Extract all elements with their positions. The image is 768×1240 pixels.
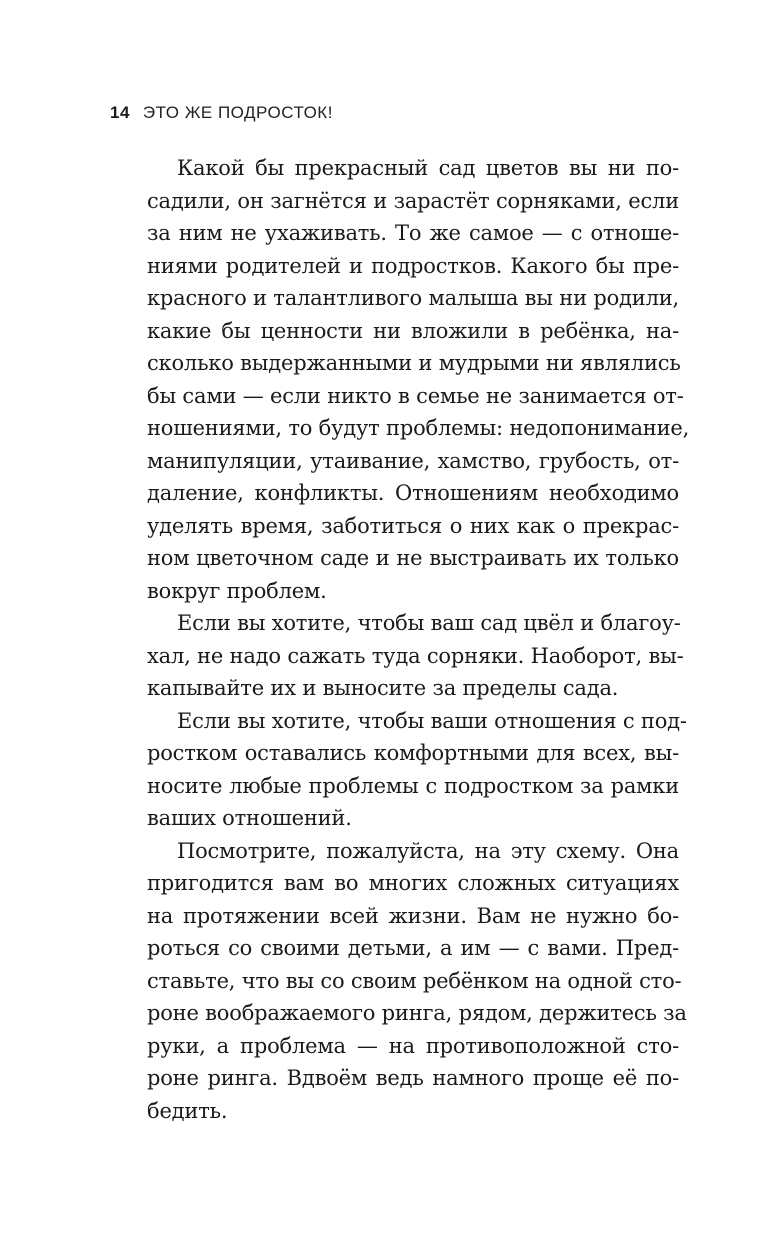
paragraph: [147, 835, 687, 1128]
text-line: ваших отношений.: [147, 806, 352, 830]
book-title: ЭТО ЖЕ ПОДРОСТОК!: [142, 103, 333, 122]
text-line: хал, не надо сажать туда сорняки. Наоборот, вы-: [147, 643, 684, 668]
text-line: пригодится вам во многих сложных ситуациях: [147, 871, 679, 895]
text-line: ном цветочном саде и не выстраивать их только: [147, 546, 679, 570]
text-line: Если вы хотите, чтобы ваши отношения с под-: [177, 708, 687, 733]
text-line: ростком оставались комфортными для всех, вы-: [147, 741, 679, 765]
text-line: ниями родителей и подростков. Какого бы пре-: [147, 253, 679, 278]
body-text: [147, 152, 690, 1127]
text-line: садили, он загнётся и зарастёт сорняками, если: [147, 188, 679, 213]
text-line: Посмотрите, пожалуйста, на эту схему. Она: [177, 838, 679, 863]
text-line: капывайте их и выносите за пределы сада.: [147, 676, 619, 700]
text-line: бедить.: [147, 1098, 228, 1123]
text-line: вокруг проблем.: [147, 578, 327, 603]
text-line: даление, конфликты. Отношениям необходимо: [147, 481, 679, 505]
text-line: роне воображаемого ринга, рядом, держитесь за: [147, 1001, 687, 1025]
page-number: 14: [110, 103, 130, 122]
text-line: уделять время, заботиться о них как о прекрас-: [147, 513, 679, 538]
paragraph: [147, 705, 687, 835]
running-head: [110, 103, 333, 127]
text-line: роне ринга. Вдвоём ведь намного проще её по-: [147, 1066, 679, 1090]
text-line: сколько выдержанными и мудрыми ни являлись: [147, 351, 681, 375]
text-line: ношениями, то будут проблемы: недопонимание,: [147, 416, 690, 440]
text-line: какие бы ценности ни вложили в ребёнка, на-: [147, 318, 679, 343]
text-line: носите любые проблемы с подростком за рамки: [147, 773, 679, 798]
text-line: роться со своими детьми, а им — с вами. Пред-: [147, 936, 679, 960]
text-line: Какой бы прекрасный сад цветов вы ни по-: [177, 156, 679, 180]
text-line: за ним не ухаживать. То же самое — с отноше-: [147, 221, 679, 245]
paragraph: [147, 152, 690, 607]
text-line: бы сами — если никто в семье не занимается от-: [147, 383, 684, 408]
text-line: ставьте, что вы со своим ребёнком на одной сто-: [147, 968, 682, 993]
text-line: на протяжении всей жизни. Вам не нужно бо-: [147, 903, 679, 928]
text-line: красного и талантливого малыша вы ни родили,: [147, 286, 679, 310]
text-line: руки, а проблема — на противоположной сто-: [147, 1033, 679, 1058]
text-line: Если вы хотите, чтобы ваш сад цвёл и благоу-: [177, 611, 681, 635]
text-line: манипуляции, утаивание, хамство, грубость, от-: [147, 448, 679, 473]
paragraph: [147, 607, 684, 705]
